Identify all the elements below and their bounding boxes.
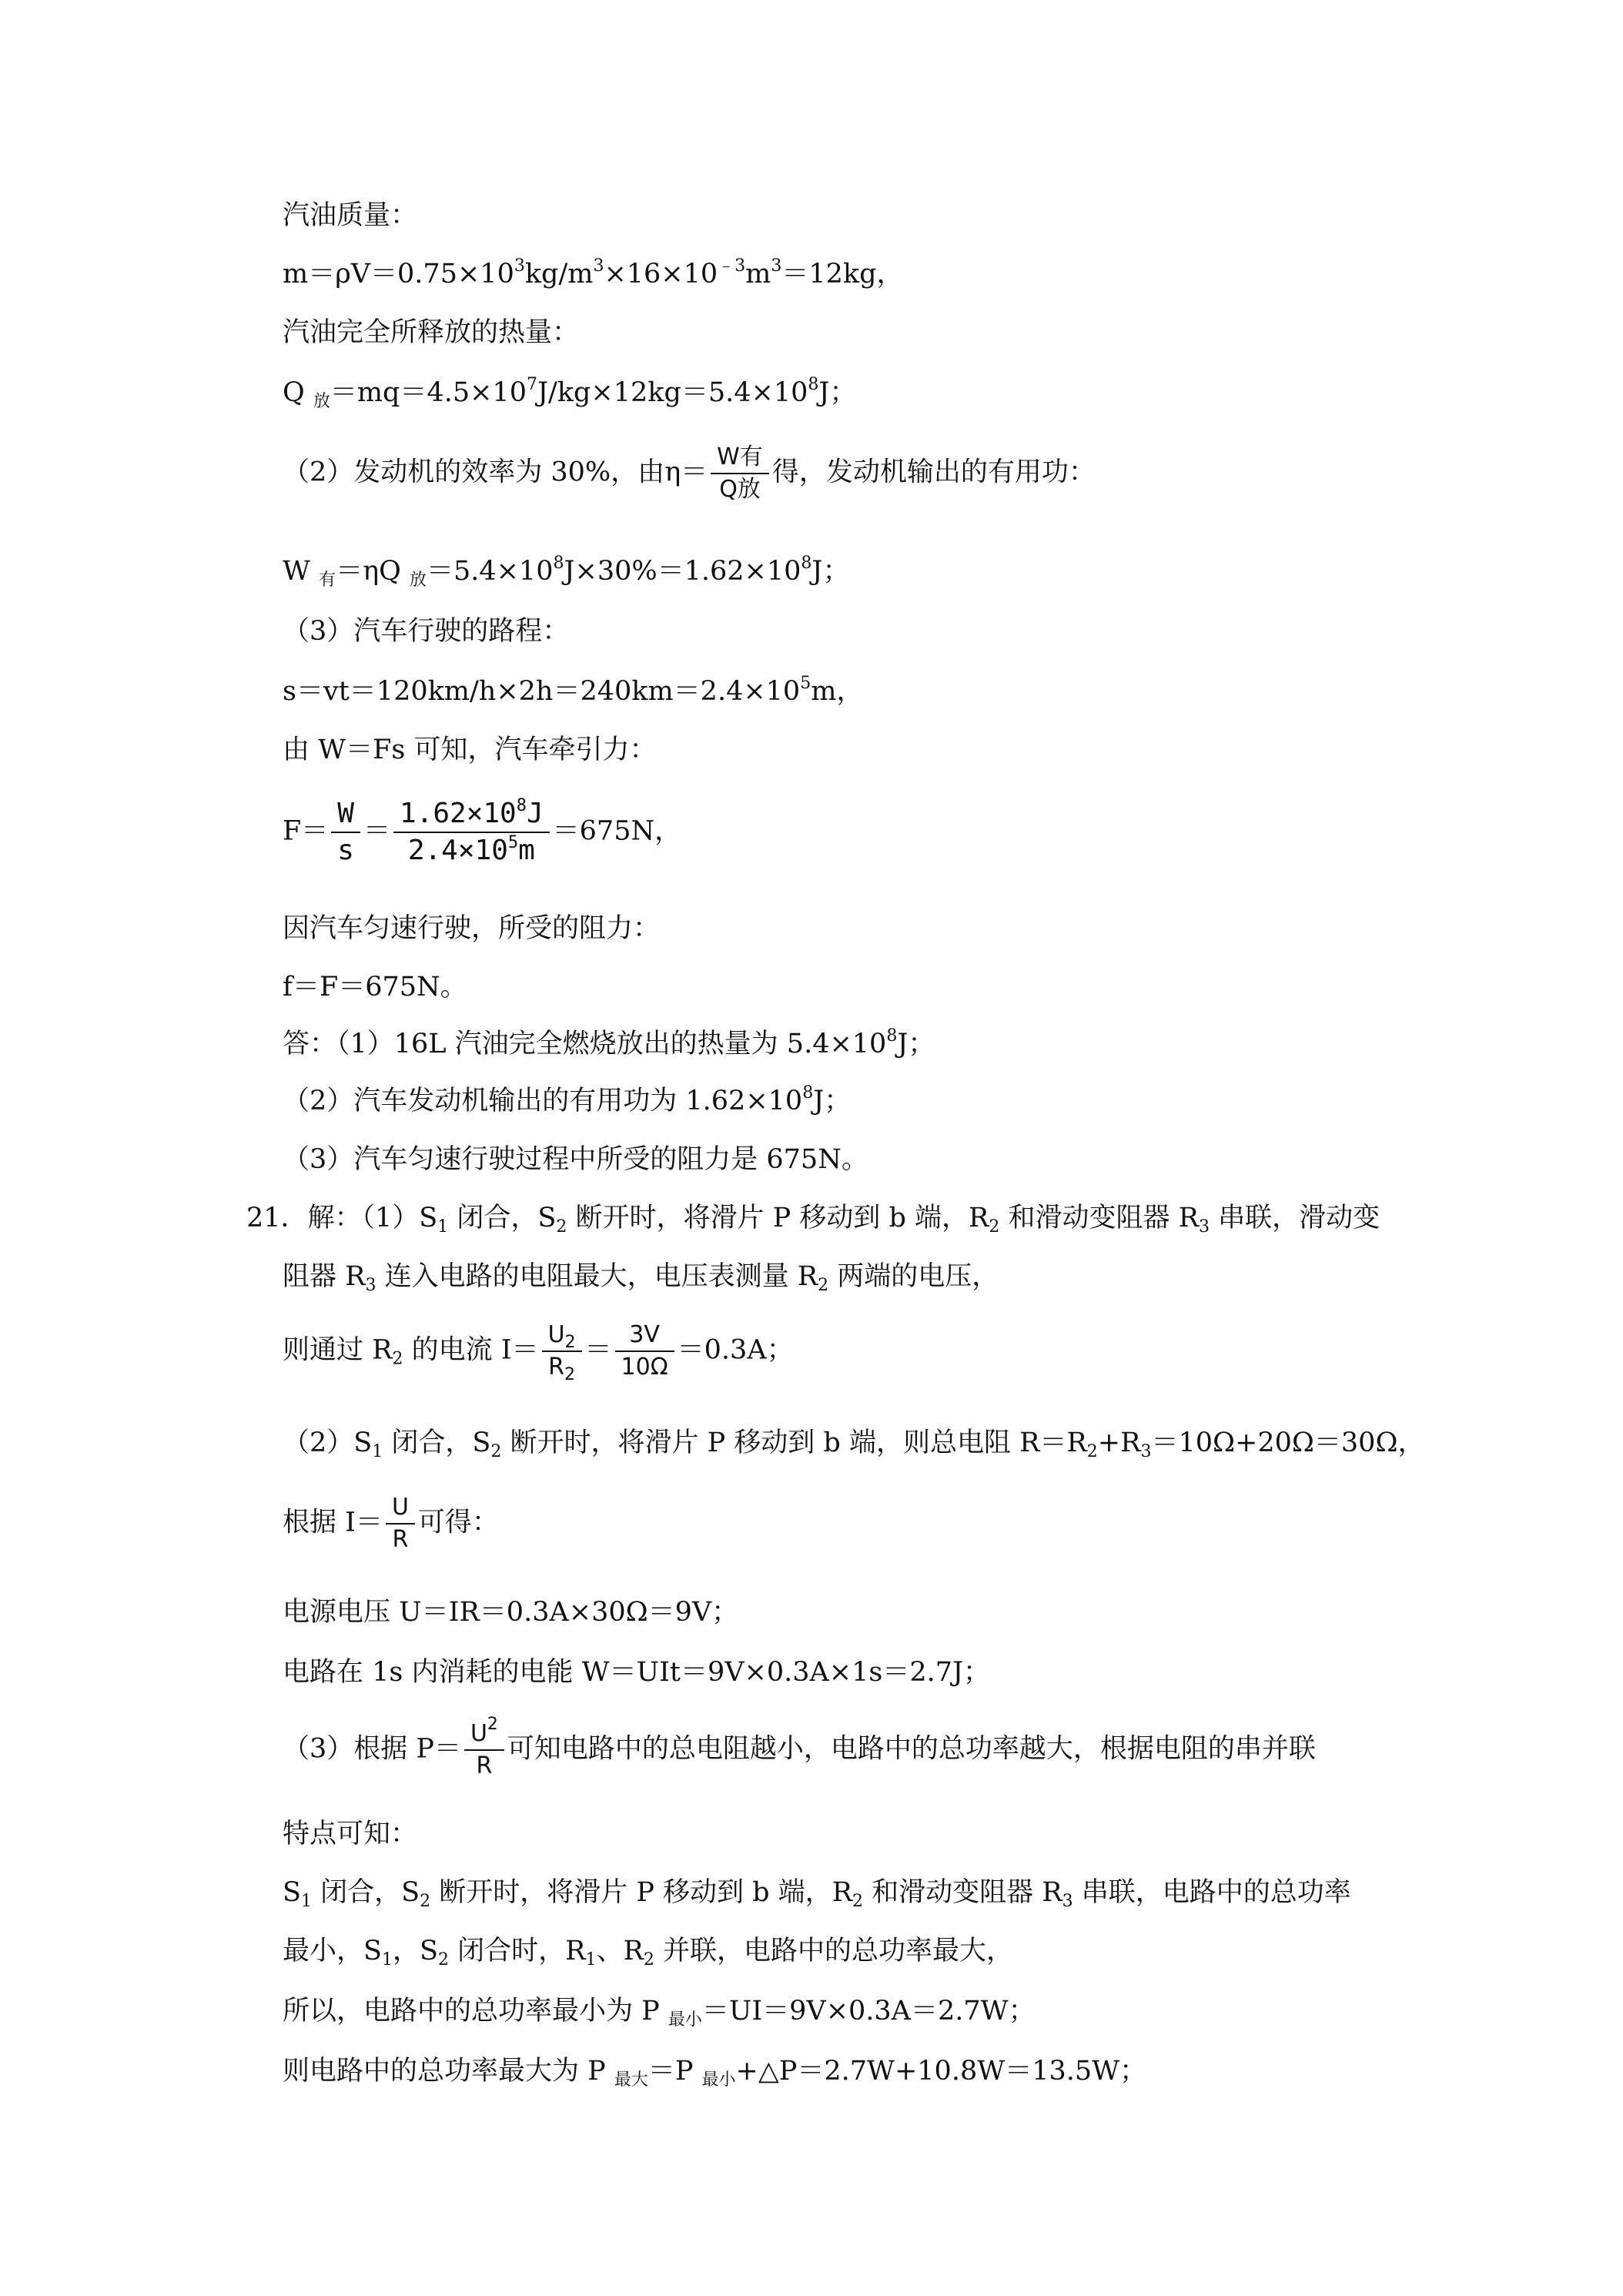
force-value-fraction: $\frac{1.62\times 10^8J}{2.4\times 10^5m}$ [393,798,550,867]
power-fraction: $\frac{U^2}{R}$ [464,1720,504,1780]
text-line: 因汽车匀速行驶，所受的阻力： [283,913,661,944]
answer-line: （3）汽车匀速行驶过程中所受的阻力是 675N。 [283,1144,868,1175]
answer-line: （2）汽车发动机输出的有用功为 $1.62\times 10^8J$； [283,1083,852,1116]
total-resistance-line: $(2)S_1$ 闭合，$S_2$ 断开时，将滑片 P 移动到 b 端，则总电阻 $R=R_2+R_3=10\Omega+20\Omega=30\Omega$， [283,1427,1425,1461]
force-fraction: $\frac{W}{s}$ [331,798,360,867]
efficiency-line: （2）发动机的效率为 30%，由η＝ W有 Q放 得，发动机输出的有用功： [283,443,1096,503]
answer-line: 答：（1）16L 汽油完全燃烧放出的热量为 $5.4\times 10^8J$； [283,1026,935,1059]
text-line: （3）汽车行驶的路程： [283,616,570,647]
text-line: 电源电压 U＝IR＝0.3A×30Ω＝9V； [283,1597,739,1628]
traction-force-equation: F＝ $\frac{W}{s}$ ＝ $\frac{1.62\times 10^8J}{2.4\times 10^5m}$ ＝675N， [283,796,682,866]
heat-released-equation: Q $_放=mq=4.5\times 10^7J/kg\times 12kg=5.4\times 10^8J$； [283,375,857,411]
ohms-law-line: 根据 I＝ $\frac{U}{R}$ 可得： [283,1494,499,1553]
text-line: 汽油完全所释放的热量： [283,317,580,348]
text-line: 阻器 $R_3$ 连入电路的电阻最大，电压表测量 $R_2$ 两端的电压， [283,1261,999,1295]
text-line: 电路在 1s 内消耗的电能 W＝UIt＝9V×0.3A×1s＝2.7J； [283,1657,991,1688]
distance-equation: $s=vt=120km/h\times 2h=240km=2.4\times 10^5m$， [283,674,864,707]
question-21-line: 21．解：$(1)S_1$ 闭合，$S_2$ 断开时，将滑片 P 移动到 b 端，$R_2$ 和滑动变阻器 $R_3$ 串联，滑动变 [246,1203,1380,1237]
current-fraction: $\frac{U_2}{R_2}$ [542,1321,582,1381]
min-power-line: 所以，电路中的总功率最小为 P $_{最小}$＝UI＝9V×0.3A＝2.7W； [283,1996,1036,2030]
text-line: f＝F＝675N。 [283,972,467,1002]
gasoline-mass-equation: $m=\rho V=0.75\times 10^3kg/m^3\times 16\times 10^{﹣3}m^3=12kg$， [283,256,904,290]
text-line: 特点可知： [283,1819,418,1849]
ohms-law-fraction: $\frac{U}{R}$ [386,1494,415,1554]
power-formula-line: （3）根据 P＝ $\frac{U^2}{R}$ 可知电路中的总电阻越小，电路中的总功率越大，根据电阻的串并联 [283,1715,1316,1779]
text-line: 最小，$S_1$，$S_2$ 闭合时，$R_1$、$R_2$ 并联，电路中的总功率最大， [283,1936,1013,1970]
current-equation: 则通过 $R_2$ 的电流 I＝ $\frac{U_2}{R_2}$ ＝ $\frac{3V}{10\Omega}$ ＝0.3A； [283,1321,794,1384]
useful-work-equation: W $_有$＝ηQ $_放=5.4\times 10^8J\times 30\%=1.62\times 10^8J$； [283,554,850,590]
max-power-line: 则电路中的总功率最大为 P $_{最大}$＝P $_{最小}$+△P＝2.7W+10.8W＝13.5W； [283,2056,1147,2090]
text-line: 由 W＝Fs 可知，汽车牵引力： [283,735,657,765]
text-line: $S_1$ 闭合，$S_2$ 断开时，将滑片 P 移动到 b 端，$R_2$ 和滑动变阻器 $R_3$ 串联，电路中的总功率 [283,1877,1351,1911]
efficiency-fraction: W有 Q放 [711,443,769,504]
text-line: 汽油质量： [283,200,418,231]
current-value-fraction: $\frac{3V}{10\Omega}$ [615,1321,674,1381]
